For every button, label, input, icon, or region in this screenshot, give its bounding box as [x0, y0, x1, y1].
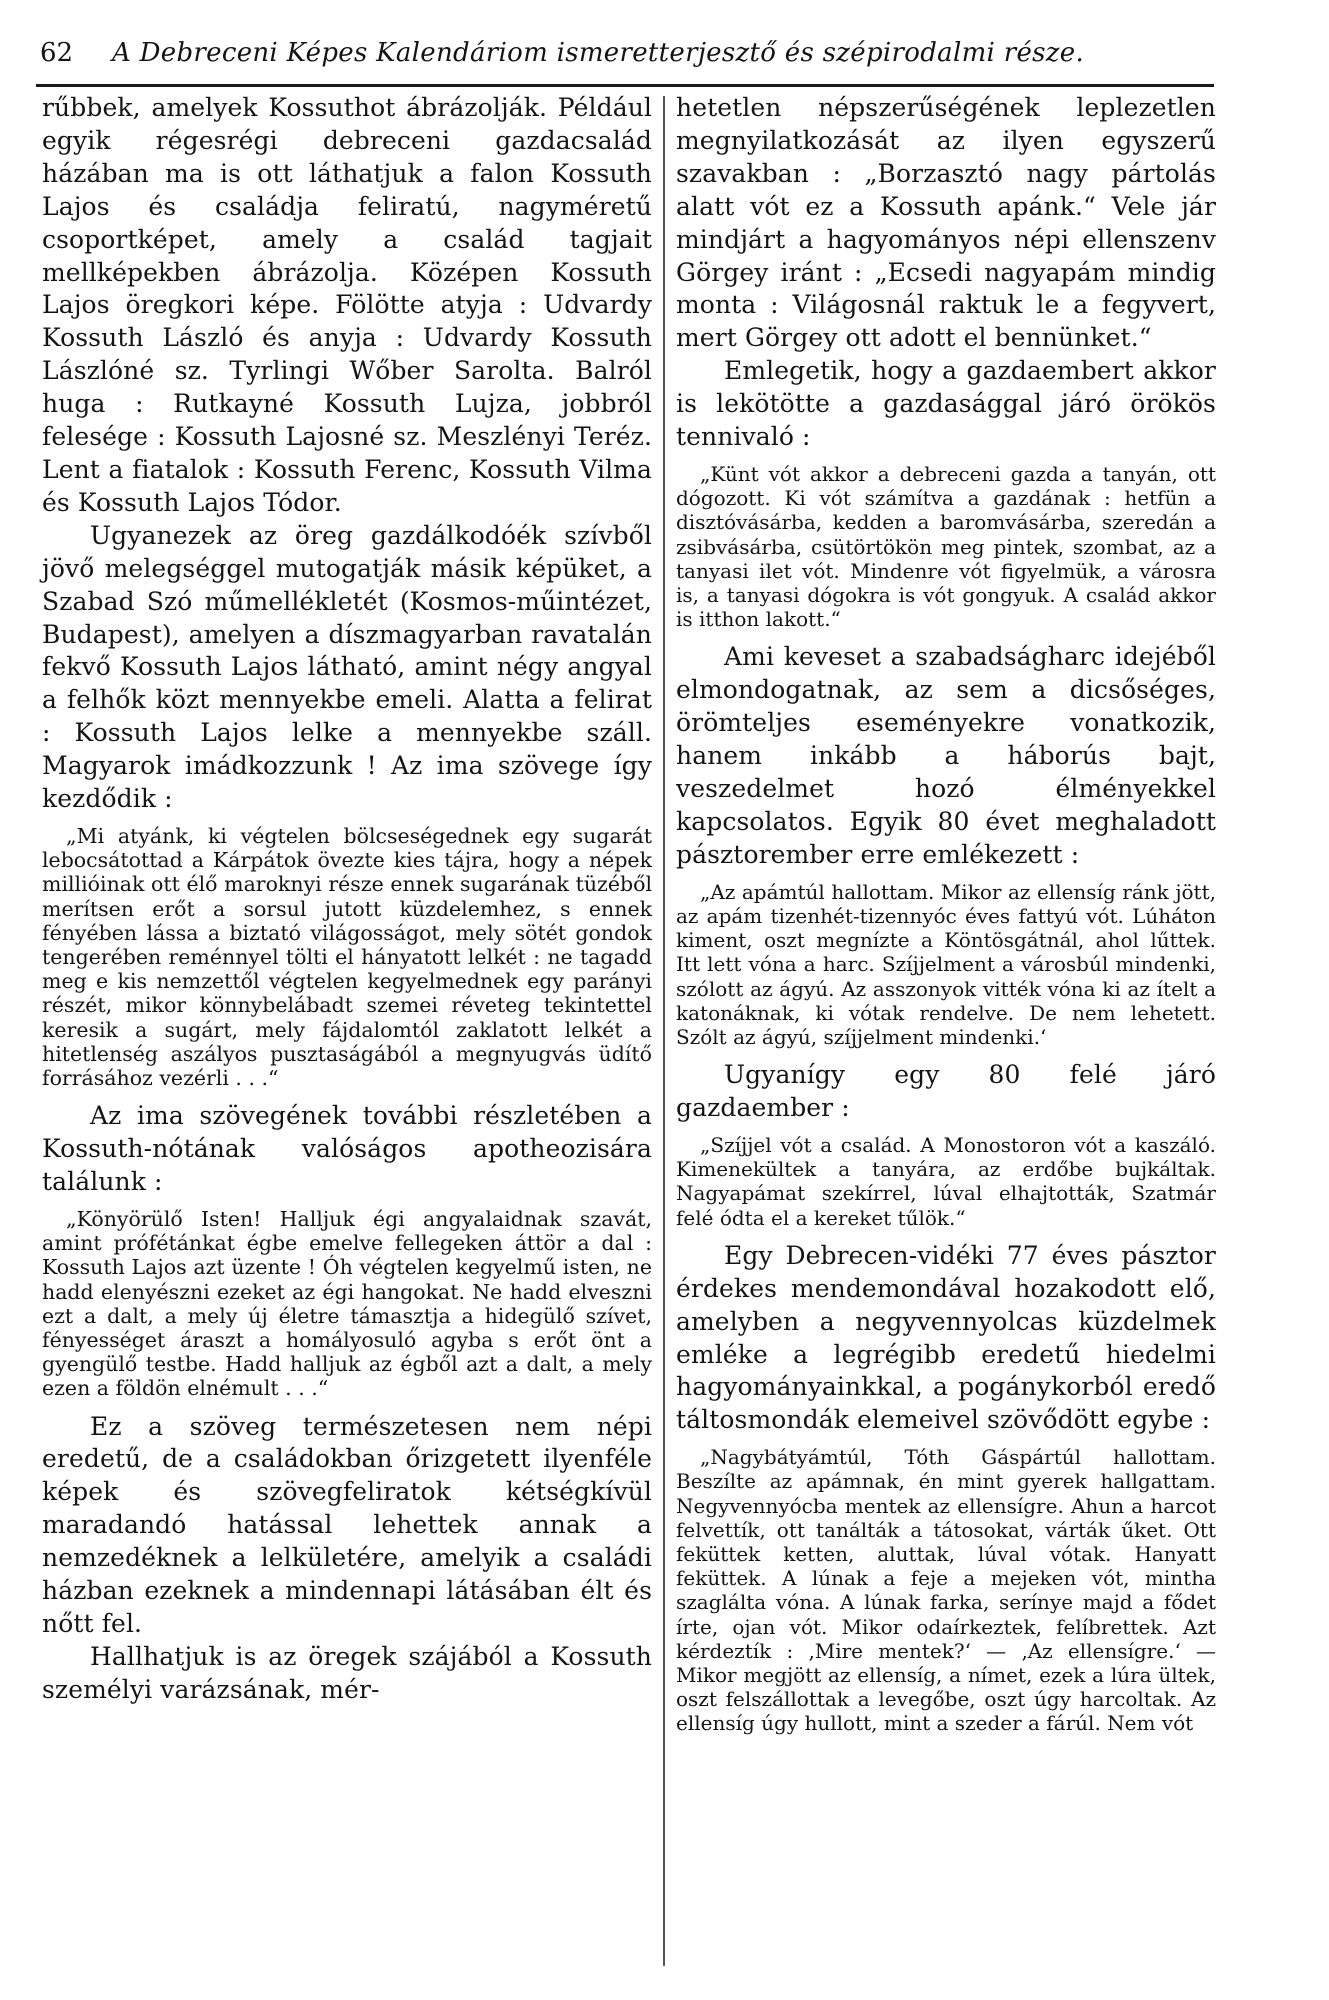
running-title: A Debreceni Képes Kalendáriom ismeretterjesztő és szépirodalmi része.: [112, 38, 1085, 68]
quoted-recollection: „Künt vót akkor a debreceni gazda a tanyán, ott dógozott. Ki vót számítva a gazdának : hetfün a disztóvásárba, kedden a baromvásárba, szeredán a zsibvásárba, csütörtökön meg pintek, szombat, az a tanyasi ilet vót. Mindenre vót figyelmük, a városra is, a tanyasi dógokra is vót gongyuk. A család akkor is itthon lakott.“: [676, 461, 1216, 632]
body-paragraph: Ugyanígy egy 80 felé járó gazdaember :: [676, 1060, 1216, 1123]
running-header: [40, 38, 1208, 76]
quoted-recollection: „Az apámtúl hallottam. Mikor az ellensíg ránk jött, az apám tizenhét-tizennyóc éves fattyú vót. Lúháton kiment, oszt megnízte a Köntösgátnál, ahol lűttek. Itt lett vóna a harc. Szíjjelment a városbúl mindenki, szólott az ágyú. Az asszonyok vitték vóna ki az ítelt a katonáknak, ki vótak rendelve. De nem lehetett. Szólt az ágyú, szíjjelment mindenki.‘: [676, 879, 1216, 1049]
body-paragraph: Az ima szövegének további részletében a Kossuth-nótának valóságos apotheozisára találunk :: [42, 1101, 652, 1196]
left-column: [42, 92, 652, 1707]
body-paragraph: rűbbek, amelyek Kossuthot ábrázolják. Például egyik régesrégi debreceni gazdacsalád házában ma is ott láthatjuk a falon Kossuth Lajos és családja feliratú, nagyméretű csoportképet, amely a család tagjait mellképekben ábrázolja. Középen Kossuth Lajos öregkori képe. Fölötte atyja : Udvardy Kossuth László és anyja : Udvardy Kossuth Lászlóné sz. Tyrlingi Wőber Sarolta. Balról huga : Rutkayné Kossuth Lujza, jobbról felesége : Kossuth Lajosné sz. Meszlényi Teréz. Lent a fiatalok : Kossuth Ferenc, Kossuth Vilma és Kossuth Lajos Tódor.: [42, 93, 652, 517]
body-paragraph: hetetlen népszerűségének leplezetlen megnyilatkozását az ilyen egyszerű szavakban : „Borzasztó nagy pártolás alatt vót ez a Kossuth apánk.“ Vele jár mindjárt a hagyományos népi ellenszenv Görgey iránt : „Ecsedi nagyapám mindig monta : Világosnál raktuk le a fegyvert, mert Görgey ott adott el bennünket.“: [676, 93, 1216, 353]
body-paragraph: Hallhatjuk is az öregek szájából a Kossuth személyi varázsának, mér-: [42, 1641, 652, 1704]
body-paragraph: Ugyanezek az öreg gazdálkodóék szívből jövő melegséggel mutogatják másik képüket, a Szabad Szó műmellékletét (Kosmos-műintézet, Budapest), amelyen a díszmagyarban ravatalán fekvő Kossuth Lajos látható, amint négy angyal a felhők közt mennyekbe emeli. Alatta a felirat : Kossuth Lajos lelke a mennyekbe száll. Magyarok imádkozzunk ! Az ima szövege így kezdődik :: [42, 520, 652, 814]
quoted-recollection: „Szíjjel vót a család. A Monostoron vót a kaszáló. Kimenekültek a tanyára, az erdőbe bujkáltak. Nagyapámat szekírrel, lúval elhajtották, Szatmár felé ódta el a kereket tűlök.“: [676, 1132, 1216, 1230]
body-paragraph: Ami keveset a szabadságharc idejéből elmondogatnak, az sem a dicsőséges, örömteljes eseményekre vonatkozik, hanem inkább a háborús bajt, veszedelmet hozó élményekkel kapcsolatos. Egyik 80 évet meghaladott pásztorember erre emlékezett :: [676, 642, 1216, 869]
body-paragraph: Ez a szöveg természetesen nem népi eredetű, de a családokban őrizgetett ilyenféle képek és szövegfeliratok kétségkívül maradandó hatással lehettek annak a nemzedéknek a lelkületére, amelyik a családi házban ezeknek a mindennapi látásában élt és nőtt fel.: [42, 1411, 652, 1638]
body-paragraph: Emlegetik, hogy a gazdaembert akkor is lekötötte a gazdasággal járó örökös tennivaló :: [676, 356, 1216, 452]
page-number: 62: [40, 38, 74, 68]
header-rule: [36, 84, 1214, 87]
body-paragraph: Egy Debrecen-vidéki 77 éves pásztor érdekes mendemondával hozakodott elő, amelyben a negyvennyolcas küzdelmek emléke a legrégibb eredetű hiedelmi hagyományainkkal, a pogánykorból eredő táltosmondák elemeivel szövődött egybe :: [676, 1240, 1216, 1435]
quoted-recollection: „Nagybátyámtúl, Tóth Gáspártúl hallottam. Beszílte az apámnak, én mint gyerek hallgattam. Negyvennyócba mentek az ellensígre. Ahun a harcot felvettík, ott tanálták a tátosokat, várták űket. Ott feküttek ketten, aluttak, lúval vótak. Hanyatt feküttek. A lúnak a feje a mejeken vót, mintha szaglálta vóna. A lúnak farka, serínye majd a fődet írte, ojan vót. Mikor odaírkeztek, felíbrettek. Azt kérdeztík : ‚Mire mentek?‘ — ‚Az ellensígre.‘ — Mikor megjött az ellensíg, a nímet, ezek a lúra ültek, oszt felszállottak a levegőbe, oszt úgy harcoltak. Az ellensíg úgy hullott, mint a szeder a fárúl. Nem vót: [676, 1445, 1216, 1736]
quoted-prayer: „Könyörülő Isten! Halljuk égi angyalaidnak szavát, amint prófétánkat égbe emelve fellegeken áttör a dal : Kossuth Lajos azt üzente ! Óh végtelen kegyelmű isten, ne hadd elenyészni ezeket az égi hangokat. Ne hadd elveszni ezt a dalt, a mely új életre támasztja a hidegülő szívet, fényességet áraszt a homályosuló agyba s erőt önt a gyengülő testbe. Hadd halljuk az égből azt a dalt, a mely ezen a földön elnémult . . .“: [42, 1206, 652, 1401]
right-column: [676, 92, 1216, 1746]
quoted-prayer: „Mi atyánk, ki végtelen bölcseségednek egy sugarát lebocsátottad a Kárpátok övezte kies tájra, hogy a népek millióinak ott élő maroknyi része ennek sugarának tüzéből merítsen erőt a sorsul jutott küzdelemhez, s ennek fényében lássa a biztató világosságot, mely sötét gondok tengerében reménnyel tölti el hányatott lelkét : ne tagadd meg e kis nemzettől végtelen kegyelmednek egy parányi részét, mikor könnybelábadt szemei réveteg tekintettel keresik a sugárt, mely fájdalomtól zaklatott lelkét a hitetlenség aszályos pusztaságából a megnyugvás üdítő forrásához vezérli . . .“: [42, 823, 652, 1090]
column-divider: [663, 96, 665, 1966]
